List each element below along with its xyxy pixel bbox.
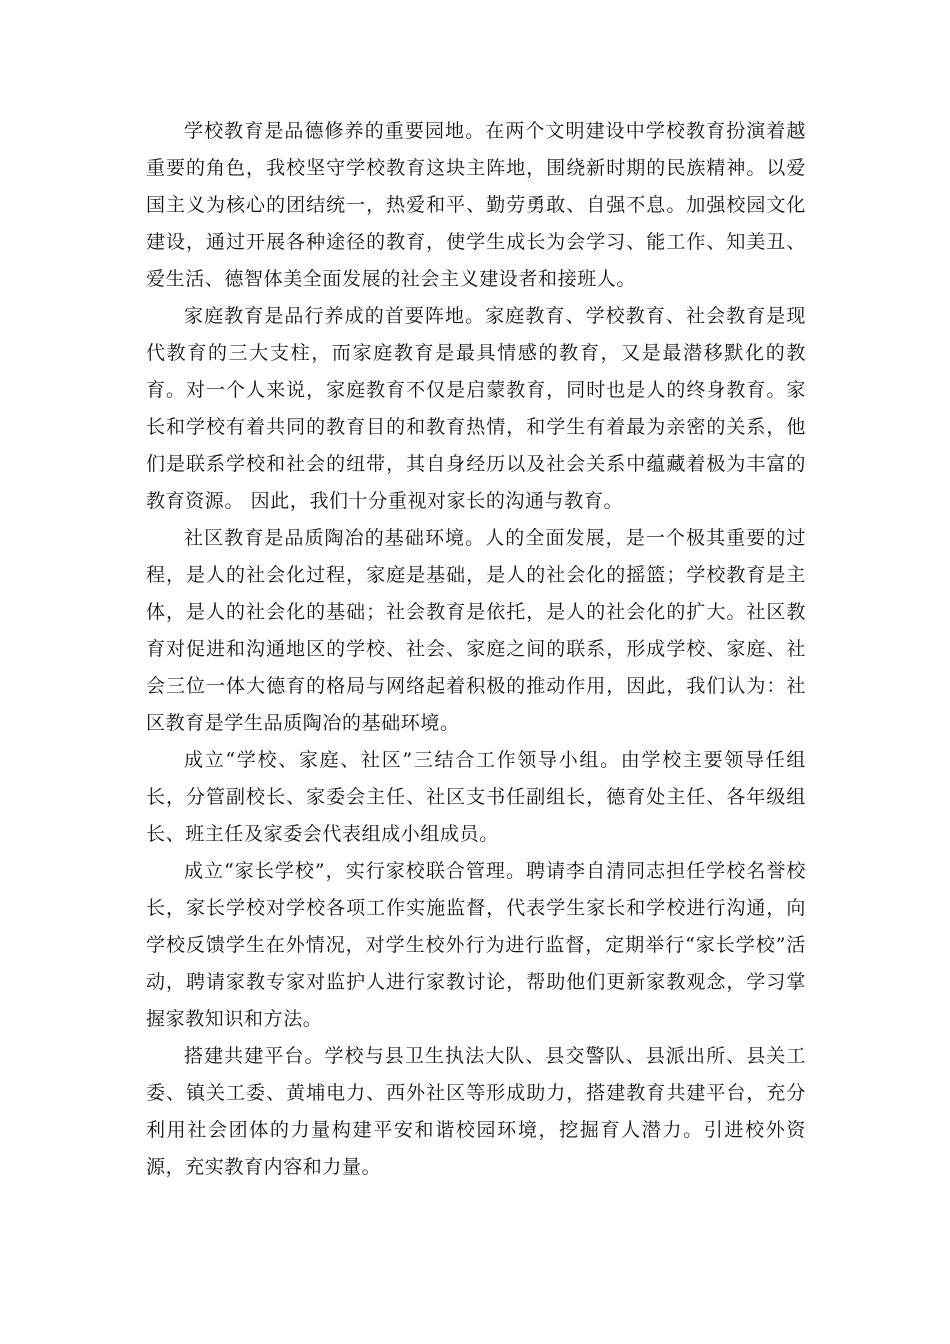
- document-body: [146, 113, 806, 1186]
- paragraph-leadership-group: 成立“学校、家庭、社区”三结合工作领导小组。由学校主要领导任组长，分管副校长、家委会主任、社区支书任副组长，德育处主任、各年级组长、班主任及家委会代表组成小组成员。: [146, 749, 806, 845]
- paragraph-school-education: 学校教育是品德修养的重要园地。在两个文明建设中学校教育扮演着越重要的角色，我校坚守学校教育这块主阵地，围绕新时期的民族精神。以爱国主义为核心的团结统一，热爱和平、勤劳勇敢、自强不息。加强校园文化建设，通过开展各种途径的教育，使学生成长为会学习、能工作、知美丑、爱生活、德智体美全面发展的社会主义建设者和接班人。: [146, 120, 806, 290]
- paragraph-co-construction-platform: 搭建共建平台。学校与县卫生执法大队、县交警队、县派出所、县关工委、镇关工委、黄埔电力、西外社区等形成助力，搭建教育共建平台，充分利用社会团体的力量构建平安和谐校园环境，挖掘育人潜力。引进校外资源，充实教育内容和力量。: [146, 1045, 806, 1178]
- paragraph-family-education: 家庭教育是品行养成的首要阵地。家庭教育、学校教育、社会教育是现代教育的三大支柱，而家庭教育是最具情感的教育，又是最潜移默化的教育。对一个人来说，家庭教育不仅是启蒙教育，同时也是人的终身教育。家长和学校有着共同的教育目的和教育热情，和学生有着最为亲密的关系，他们是联系学校和社会的纽带，其自身经历以及社会关系中蕴藏着极为丰富的教育资源。 因此，我们十分重视对家长的沟通与教育。: [146, 305, 806, 512]
- paragraph-parent-school: 成立“家长学校”，实行家校联合管理。聘请李自清同志担任学校名誉校长，家长学校对学校各项工作实施监督，代表学生家长和学校进行沟通，向学校反馈学生在外情况，对学生校外行为进行监督，定期举行“家长学校”活动，聘请家教专家对监护人进行家教讨论，帮助他们更新家教观念，学习掌握家教知识和方法。: [146, 860, 806, 1030]
- paragraph-community-education: 社区教育是品质陶冶的基础环境。人的全面发展，是一个极其重要的过程，是人的社会化过程，家庭是基础，是人的社会化的摇篮；学校教育是主体，是人的社会化的基础；社会教育是依托，是人的社会化的扩大。社区教育对促进和沟通地区的学校、社会、家庭之间的联系，形成学校、家庭、社会三位一体大德育的格局与网络起着积极的推动作用，因此，我们认为：社区教育是学生品质陶冶的基础环境。: [146, 527, 806, 734]
